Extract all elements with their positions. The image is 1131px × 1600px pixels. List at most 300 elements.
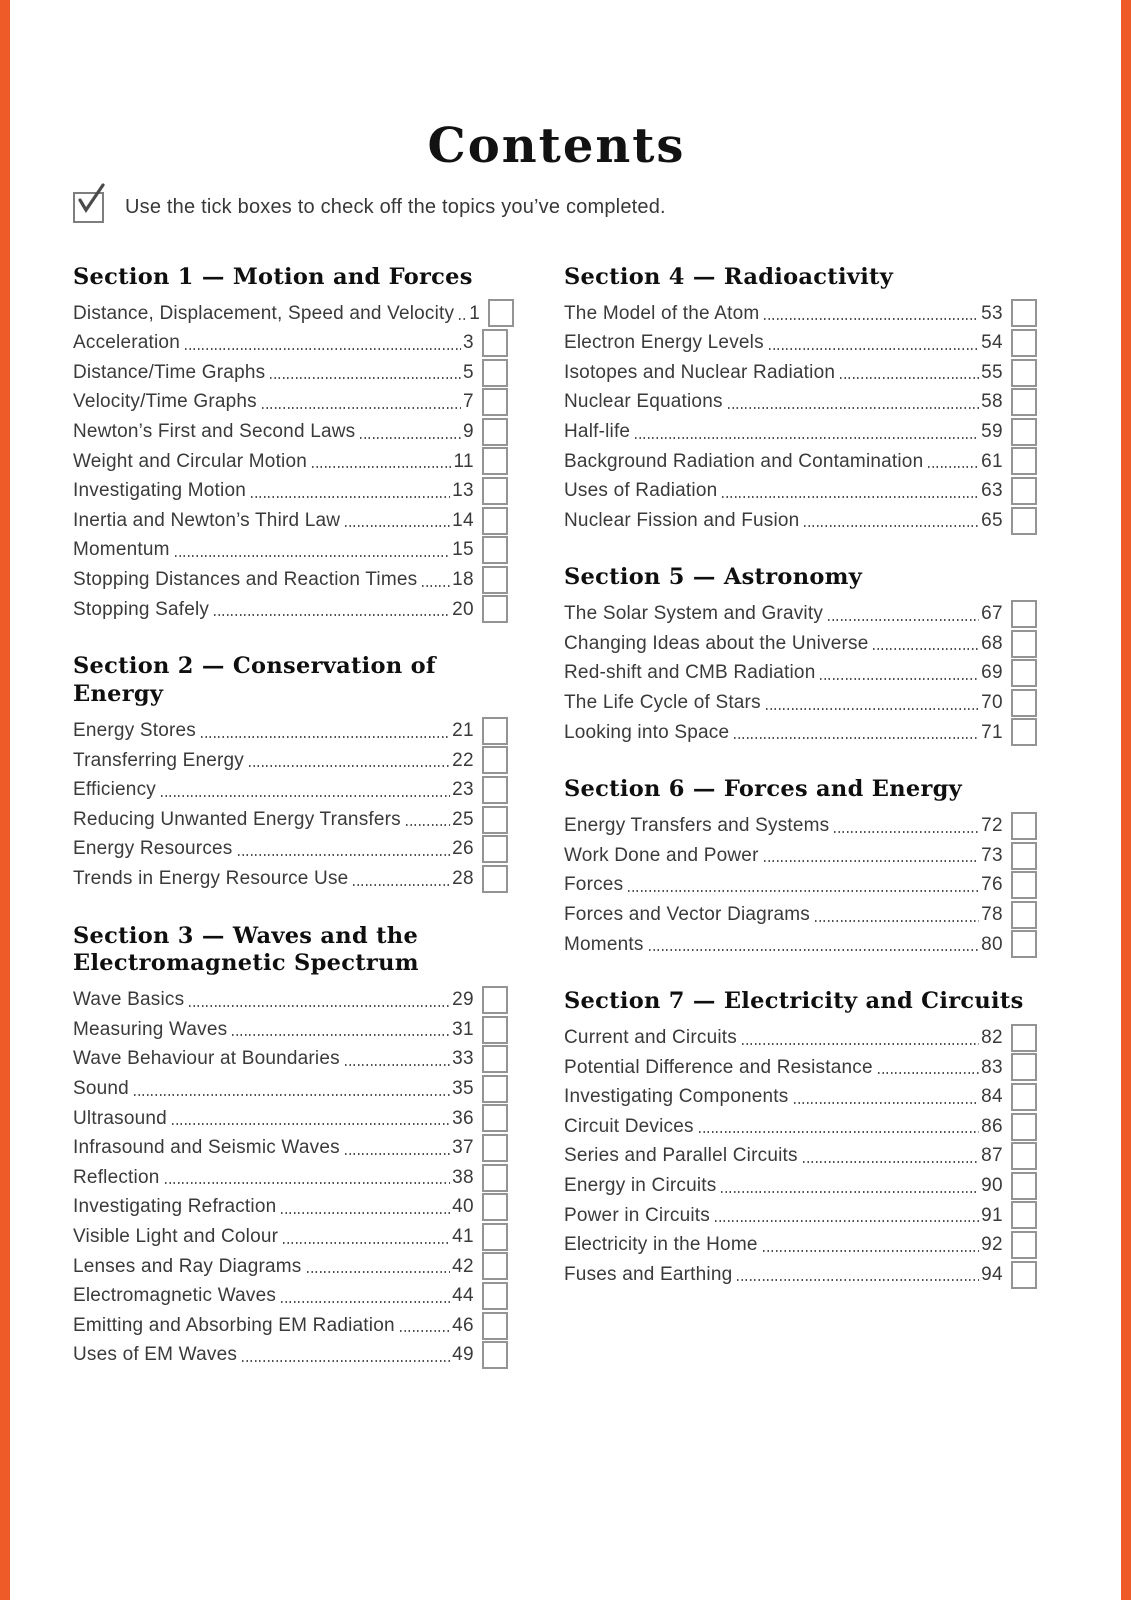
- topic-checkbox[interactable]: [1011, 659, 1037, 687]
- dotted-leader: [649, 949, 980, 951]
- page-number: 72: [981, 815, 1003, 837]
- topic-checkbox[interactable]: [482, 1045, 508, 1073]
- page-number: 49: [452, 1344, 474, 1366]
- toc-section: [564, 776, 1037, 959]
- dotted-leader: [185, 348, 461, 350]
- dotted-leader: [242, 1360, 450, 1362]
- page-number: 3: [463, 332, 474, 354]
- topic-label: Background Radiation and Contamination: [564, 450, 924, 472]
- dotted-leader: [734, 737, 979, 739]
- toc-row: [564, 417, 1037, 447]
- topic-label: Distance, Displacement, Speed and Velocity: [73, 302, 455, 324]
- topic-checkbox[interactable]: [1011, 1261, 1037, 1289]
- page-number: 9: [463, 421, 474, 443]
- dotted-leader: [134, 1094, 450, 1096]
- page-edge-bar-left: [0, 0, 10, 1600]
- toc-columns: [73, 264, 1058, 1370]
- page-number: 65: [981, 509, 1003, 531]
- section-heading: Section 6 — Forces and Energy: [564, 776, 963, 803]
- page-number: 44: [452, 1285, 474, 1307]
- dotted-leader: [715, 1220, 979, 1222]
- dotted-leader: [699, 1131, 979, 1133]
- topic-checkbox[interactable]: [482, 447, 508, 475]
- toc-section: [564, 988, 1037, 1289]
- page-number: 29: [452, 989, 474, 1011]
- page-number: 61: [981, 450, 1003, 472]
- topic-checkbox[interactable]: [1011, 1231, 1037, 1259]
- topic-checkbox[interactable]: [482, 1164, 508, 1192]
- section-list: [564, 811, 1037, 959]
- topic-checkbox[interactable]: [482, 418, 508, 446]
- topic-label: Weight and Circular Motion: [73, 450, 308, 472]
- dotted-leader: [400, 1330, 450, 1332]
- topic-label: Potential Difference and Resistance: [564, 1056, 873, 1078]
- topic-label: Efficiency: [73, 779, 156, 801]
- dotted-leader: [794, 1102, 980, 1104]
- section-list: [73, 299, 508, 625]
- dotted-leader: [804, 525, 979, 527]
- dotted-leader: [815, 920, 979, 922]
- page-number: 33: [452, 1048, 474, 1070]
- topic-checkbox[interactable]: [1011, 507, 1037, 535]
- page-number: 59: [981, 421, 1003, 443]
- topic-checkbox[interactable]: [1011, 930, 1037, 958]
- toc-row: [564, 688, 1037, 718]
- ticked-checkbox-icon: [73, 192, 104, 223]
- topic-label: Trends in Energy Resource Use: [73, 867, 349, 889]
- dotted-leader: [214, 614, 450, 616]
- dotted-leader: [345, 525, 450, 527]
- toc-row: [73, 358, 508, 388]
- dotted-leader: [283, 1242, 450, 1244]
- page-number: 15: [452, 539, 474, 561]
- topic-checkbox[interactable]: [482, 1193, 508, 1221]
- page-number: 26: [452, 838, 474, 860]
- topic-label: Transferring Energy: [73, 749, 244, 771]
- toc-row: [73, 1044, 508, 1074]
- toc-row: [73, 476, 508, 506]
- dotted-leader: [728, 407, 979, 409]
- topic-label: Moments: [564, 933, 644, 955]
- page-number: 70: [981, 692, 1003, 714]
- toc-section: [73, 923, 508, 1371]
- dotted-leader: [262, 407, 461, 409]
- dotted-leader: [737, 1279, 979, 1281]
- topic-checkbox[interactable]: [1011, 299, 1037, 327]
- topic-checkbox[interactable]: [482, 507, 508, 535]
- toc-row: [564, 1023, 1037, 1053]
- dotted-leader: [721, 1191, 979, 1193]
- toc-row: [564, 629, 1037, 659]
- topic-label: Inertia and Newton’s Third Law: [73, 509, 341, 531]
- toc-section: [73, 264, 508, 624]
- page-number: 42: [452, 1255, 474, 1277]
- topic-checkbox[interactable]: [482, 717, 508, 745]
- page-number: 41: [452, 1226, 474, 1248]
- toc-row: [73, 1104, 508, 1134]
- topic-checkbox[interactable]: [482, 566, 508, 594]
- section-heading: Section 7 — Electricity and Circuits: [564, 988, 1024, 1015]
- topic-checkbox[interactable]: [1011, 842, 1037, 870]
- section-heading: Section 2 — Conservation of Energy: [73, 653, 436, 708]
- dotted-leader: [722, 496, 979, 498]
- topic-checkbox[interactable]: [482, 388, 508, 416]
- topic-checkbox[interactable]: [482, 536, 508, 564]
- page-edge-bar-right: [1121, 0, 1131, 1600]
- topic-label: Nuclear Equations: [564, 391, 723, 413]
- page-number: 46: [452, 1314, 474, 1336]
- section-list: [564, 299, 1037, 536]
- page-number: 23: [452, 779, 474, 801]
- dotted-leader: [312, 466, 451, 468]
- topic-label: Electricity in the Home: [564, 1234, 758, 1256]
- toc-row: [73, 805, 508, 835]
- topic-label: Energy Resources: [73, 838, 233, 860]
- toc-row: [73, 864, 508, 894]
- topic-checkbox[interactable]: [488, 299, 514, 327]
- topic-label: Stopping Safely: [73, 598, 210, 620]
- page-number: 40: [452, 1196, 474, 1218]
- toc-row: [73, 834, 508, 864]
- dotted-leader: [161, 795, 450, 797]
- topic-label: Newton’s First and Second Laws: [73, 421, 356, 443]
- toc-row: [564, 387, 1037, 417]
- toc-row: [564, 299, 1037, 329]
- page-number: 31: [452, 1018, 474, 1040]
- topic-checkbox[interactable]: [482, 986, 508, 1014]
- topic-checkbox[interactable]: [1011, 329, 1037, 357]
- topic-checkbox[interactable]: [482, 1341, 508, 1369]
- dotted-leader: [165, 1182, 451, 1184]
- toc-row: [564, 1260, 1037, 1290]
- page-number: 67: [981, 603, 1003, 625]
- page-number: 28: [452, 867, 474, 889]
- dotted-leader: [766, 708, 979, 710]
- dotted-leader: [281, 1301, 450, 1303]
- page-number: 21: [452, 719, 474, 741]
- dotted-leader: [345, 1064, 450, 1066]
- topic-label: Energy in Circuits: [564, 1174, 717, 1196]
- topic-checkbox[interactable]: [1011, 1083, 1037, 1111]
- topic-label: Wave Behaviour at Boundaries: [73, 1048, 340, 1070]
- page-number: 36: [452, 1107, 474, 1129]
- topic-checkbox[interactable]: [1011, 630, 1037, 658]
- topic-checkbox[interactable]: [482, 477, 508, 505]
- topic-checkbox[interactable]: [1011, 359, 1037, 387]
- toc-row: [73, 595, 508, 625]
- dotted-leader: [281, 1212, 450, 1214]
- topic-label: Distance/Time Graphs: [73, 361, 266, 383]
- topic-checkbox[interactable]: [1011, 718, 1037, 746]
- instruction-row: [73, 190, 1058, 226]
- toc-row: [73, 1074, 508, 1104]
- page-number: 83: [981, 1056, 1003, 1078]
- topic-checkbox[interactable]: [1011, 477, 1037, 505]
- topic-checkbox[interactable]: [1011, 1024, 1037, 1052]
- topic-label: Electromagnetic Waves: [73, 1285, 277, 1307]
- toc-row: [564, 1112, 1037, 1142]
- toc-row: [73, 1015, 508, 1045]
- page-number: 38: [452, 1166, 474, 1188]
- page-number: 1: [469, 302, 481, 324]
- section-list: [564, 599, 1037, 747]
- toc-row: [73, 1163, 508, 1193]
- dotted-leader: [459, 318, 467, 320]
- topic-label: Looking into Space: [564, 721, 730, 743]
- topic-label: Series and Parallel Circuits: [564, 1145, 798, 1167]
- page-number: 69: [981, 662, 1003, 684]
- topic-label: Electron Energy Levels: [564, 332, 764, 354]
- page-number: 37: [452, 1137, 474, 1159]
- page-number: 90: [981, 1174, 1003, 1196]
- topic-checkbox[interactable]: [1011, 1142, 1037, 1170]
- toc-row: [73, 1311, 508, 1341]
- toc-row: [73, 1222, 508, 1252]
- toc-row: [73, 387, 508, 417]
- page-number: 86: [981, 1115, 1003, 1137]
- section-heading: Section 4 — Radioactivity: [564, 263, 894, 290]
- section-heading: Section 1 — Motion and Forces: [73, 263, 473, 290]
- toc-row: [564, 718, 1037, 748]
- page-number: 91: [981, 1204, 1003, 1226]
- page-number: 5: [463, 361, 474, 383]
- toc-row: [564, 1230, 1037, 1260]
- page-number: 73: [981, 844, 1003, 866]
- topic-label: Work Done and Power: [564, 844, 759, 866]
- toc-row: [73, 775, 508, 805]
- toc-row: [564, 476, 1037, 506]
- section-heading: Section 5 — Astronomy: [564, 564, 863, 591]
- section-list: [73, 716, 508, 894]
- topic-checkbox[interactable]: [482, 806, 508, 834]
- page-number: 71: [981, 721, 1003, 743]
- dotted-leader: [628, 890, 979, 892]
- topic-label: Uses of EM Waves: [73, 1344, 238, 1366]
- topic-label: Isotopes and Nuclear Radiation: [564, 361, 836, 383]
- page-number: 55: [981, 361, 1003, 383]
- topic-label: Forces and Vector Diagrams: [564, 903, 810, 925]
- toc-row: [564, 870, 1037, 900]
- topic-checkbox[interactable]: [482, 1075, 508, 1103]
- topic-checkbox[interactable]: [482, 1312, 508, 1340]
- toc-row: [564, 599, 1037, 629]
- dotted-leader: [238, 854, 451, 856]
- topic-label: Red-shift and CMB Radiation: [564, 662, 816, 684]
- page-number: 20: [452, 598, 474, 620]
- dotted-leader: [172, 1123, 450, 1125]
- dotted-leader: [878, 1072, 979, 1074]
- topic-checkbox[interactable]: [1011, 689, 1037, 717]
- toc-row: [73, 1133, 508, 1163]
- toc-row: [73, 1252, 508, 1282]
- page-number: 76: [981, 874, 1003, 896]
- topic-label: Energy Transfers and Systems: [564, 815, 830, 837]
- dotted-leader: [307, 1271, 451, 1273]
- toc-row: [564, 841, 1037, 871]
- topic-checkbox[interactable]: [482, 595, 508, 623]
- topic-label: Forces: [564, 874, 624, 896]
- topic-label: Nuclear Fission and Fusion: [564, 509, 800, 531]
- toc-row: [564, 900, 1037, 930]
- toc-row: [564, 811, 1037, 841]
- toc-row: [73, 746, 508, 776]
- dotted-leader: [251, 496, 450, 498]
- topic-checkbox[interactable]: [1011, 871, 1037, 899]
- topic-checkbox[interactable]: [482, 1104, 508, 1132]
- topic-checkbox[interactable]: [482, 776, 508, 804]
- topic-label: Acceleration: [73, 332, 180, 354]
- page-number: 14: [452, 509, 474, 531]
- topic-label: Momentum: [73, 539, 170, 561]
- toc-row: [73, 299, 508, 329]
- topic-checkbox[interactable]: [1011, 447, 1037, 475]
- dotted-leader: [803, 1161, 979, 1163]
- topic-label: Circuit Devices: [564, 1115, 694, 1137]
- dotted-leader: [928, 466, 979, 468]
- topic-checkbox[interactable]: [1011, 600, 1037, 628]
- dotted-leader: [189, 1005, 450, 1007]
- toc-column-right: [564, 264, 1037, 1370]
- topic-label: The Life Cycle of Stars: [564, 692, 761, 714]
- section-list: [73, 985, 508, 1370]
- dotted-leader: [840, 377, 979, 379]
- toc-row: [564, 658, 1037, 688]
- dotted-leader: [345, 1153, 450, 1155]
- topic-checkbox[interactable]: [482, 1016, 508, 1044]
- topic-label: Investigating Refraction: [73, 1196, 277, 1218]
- toc-row: [564, 328, 1037, 358]
- dotted-leader: [820, 678, 979, 680]
- page-number: 68: [981, 632, 1003, 654]
- topic-checkbox[interactable]: [1011, 1201, 1037, 1229]
- topic-label: Ultrasound: [73, 1107, 167, 1129]
- page-number: 25: [452, 808, 474, 830]
- topic-checkbox[interactable]: [482, 746, 508, 774]
- topic-label: Investigating Motion: [73, 480, 246, 502]
- dotted-leader: [406, 824, 450, 826]
- topic-label: Velocity/Time Graphs: [73, 391, 257, 413]
- page-number: 92: [981, 1234, 1003, 1256]
- toc-row: [73, 447, 508, 477]
- toc-row: [73, 1340, 508, 1370]
- dotted-leader: [360, 437, 461, 439]
- topic-checkbox[interactable]: [482, 865, 508, 893]
- toc-section: [73, 653, 508, 893]
- page-number: 94: [981, 1263, 1003, 1285]
- topic-checkbox[interactable]: [482, 1282, 508, 1310]
- toc-row: [73, 985, 508, 1015]
- dotted-leader: [828, 619, 979, 621]
- topic-label: Power in Circuits: [564, 1204, 710, 1226]
- dotted-leader: [742, 1043, 979, 1045]
- topic-label: Uses of Radiation: [564, 480, 718, 502]
- topic-checkbox[interactable]: [482, 1223, 508, 1251]
- topic-checkbox[interactable]: [1011, 1113, 1037, 1141]
- dotted-leader: [175, 555, 450, 557]
- topic-label: Measuring Waves: [73, 1018, 228, 1040]
- toc-row: [564, 1053, 1037, 1083]
- toc-section: [564, 264, 1037, 536]
- topic-label: Reflection: [73, 1166, 160, 1188]
- toc-row: [564, 1141, 1037, 1171]
- section-heading: Section 3 — Waves and the Electromagnetic Spectrum: [73, 922, 419, 977]
- page-number: 18: [452, 568, 474, 590]
- topic-label: Visible Light and Colour: [73, 1226, 279, 1248]
- page-number: 63: [981, 480, 1003, 502]
- page-number: 53: [981, 302, 1003, 324]
- topic-checkbox[interactable]: [482, 835, 508, 863]
- toc-row: [564, 506, 1037, 536]
- topic-checkbox[interactable]: [1011, 812, 1037, 840]
- page-number: 35: [452, 1078, 474, 1100]
- topic-label: Reducing Unwanted Energy Transfers: [73, 808, 401, 830]
- page-number: 82: [981, 1027, 1003, 1048]
- page-number: 84: [981, 1086, 1003, 1108]
- toc-column-left: [73, 264, 508, 1370]
- checkmark-icon: [76, 185, 110, 219]
- topic-label: Half-life: [564, 421, 631, 443]
- contents-page: [73, 0, 1058, 1370]
- topic-checkbox[interactable]: [1011, 1172, 1037, 1200]
- toc-row: [564, 358, 1037, 388]
- dotted-leader: [249, 765, 450, 767]
- dotted-leader: [763, 1250, 979, 1252]
- dotted-leader: [635, 437, 979, 439]
- page-number: 54: [981, 332, 1003, 354]
- page-number: 22: [452, 749, 474, 771]
- topic-label: Emitting and Absorbing EM Radiation: [73, 1314, 395, 1336]
- toc-section: [564, 564, 1037, 747]
- topic-label: Stopping Distances and Reaction Times: [73, 568, 418, 590]
- topic-checkbox[interactable]: [1011, 388, 1037, 416]
- topic-checkbox[interactable]: [482, 359, 508, 387]
- topic-label: Changing Ideas about the Universe: [564, 632, 869, 654]
- instruction-text: Use the tick boxes to check off the topics you’ve completed.: [125, 196, 666, 219]
- toc-row: [73, 716, 508, 746]
- page-number: 11: [453, 450, 474, 472]
- toc-row: [564, 1082, 1037, 1112]
- page-title: Contents: [427, 118, 686, 174]
- topic-checkbox[interactable]: [1011, 418, 1037, 446]
- section-list: [564, 1023, 1037, 1289]
- page-number: 58: [981, 391, 1003, 413]
- topic-label: Wave Basics: [73, 989, 185, 1011]
- topic-label: Energy Stores: [73, 719, 196, 741]
- topic-label: Current and Circuits: [564, 1027, 737, 1048]
- dotted-leader: [834, 831, 979, 833]
- dotted-leader: [201, 736, 450, 738]
- topic-checkbox[interactable]: [482, 1252, 508, 1280]
- toc-row: [564, 1171, 1037, 1201]
- dotted-leader: [764, 318, 979, 320]
- topic-checkbox[interactable]: [482, 1134, 508, 1162]
- page-number: 7: [463, 391, 474, 413]
- page-number: 13: [452, 480, 474, 502]
- toc-row: [73, 565, 508, 595]
- dotted-leader: [232, 1034, 450, 1036]
- topic-checkbox[interactable]: [482, 329, 508, 357]
- topic-checkbox[interactable]: [1011, 901, 1037, 929]
- toc-row: [73, 1281, 508, 1311]
- toc-row: [73, 328, 508, 358]
- dotted-leader: [764, 860, 979, 862]
- page-number: 87: [981, 1145, 1003, 1167]
- topic-label: Fuses and Earthing: [564, 1263, 733, 1285]
- topic-checkbox[interactable]: [1011, 1053, 1037, 1081]
- toc-row: [73, 417, 508, 447]
- topic-label: Investigating Components: [564, 1086, 789, 1108]
- dotted-leader: [353, 884, 450, 886]
